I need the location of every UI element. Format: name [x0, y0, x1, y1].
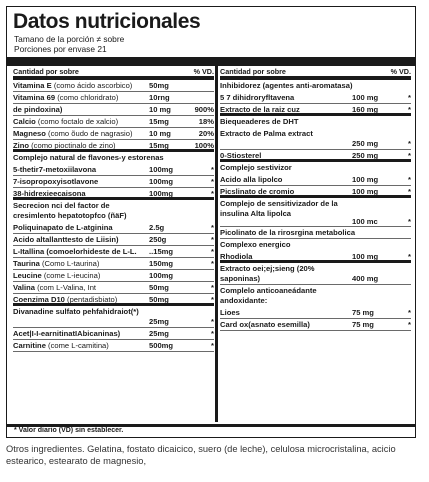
nutrient-row: [13, 282, 214, 294]
serving-size: Tamano de la porción ≠ sobre: [14, 34, 125, 44]
nutrient-amount: 100 mg: [352, 252, 379, 261]
nutrient-row: [13, 294, 214, 306]
nutrient-amount: 400 mg: [352, 274, 379, 283]
nutrient-row: [220, 116, 411, 128]
nutrient-row: [220, 128, 411, 150]
nutrient-row: [13, 104, 214, 116]
nutrient-amount: 50mg: [149, 283, 169, 292]
nutrient-name: Extracto de la raiz cuz: [220, 105, 300, 114]
nutrient-name: L-Itallina (comoelorhideste de L-L.: [13, 247, 137, 256]
nutrient-amount: 50mg: [149, 295, 169, 304]
nutrient-source: (como ácido ascorbico): [53, 81, 133, 90]
nutrient-name: Extracto de Palma extract: [220, 129, 313, 138]
right-dv-header: % VD.: [390, 67, 411, 76]
nutrient-amount: ..15mg: [149, 247, 174, 256]
left-amount-header: Cantidad por sobre: [13, 67, 79, 76]
nutrient-row: [13, 140, 214, 152]
nutrient-amount: 15mg: [149, 117, 169, 126]
nutrient-daily-value: *: [211, 165, 214, 174]
nutrient-row: [13, 152, 214, 164]
servings-per-container: Porciones por envase 21: [14, 44, 107, 54]
nutrient-row: [13, 222, 214, 234]
nutrient-name: Extracto oei;ej;sieng (20% saponinas): [220, 264, 315, 283]
nutrient-name: de pindoxina): [13, 105, 63, 114]
nutrient-amount: 10rng: [149, 93, 170, 102]
nutrient-amount: 75 mg: [352, 308, 374, 317]
nutrient-source: (come L-camitina): [48, 341, 109, 350]
nutrient-row: [13, 116, 214, 128]
nutrient-row: [13, 270, 214, 282]
nutrient-name: 7-isopropoxyisotlavone: [13, 177, 99, 186]
nutrient-name: Poliquinapato de L-atginina: [13, 223, 113, 232]
nutrient-name: Vitamina 69 (como chloridrato): [13, 93, 119, 102]
nutrient-row: [13, 164, 214, 176]
nutrient-daily-value: *: [408, 187, 411, 196]
nutrient-amount: 25mg: [149, 329, 169, 338]
nutrient-row: [13, 92, 214, 104]
nutrient-name: Complejo sestivizor: [220, 163, 292, 172]
nutrient-row: [13, 340, 214, 352]
nutrient-daily-value: 18%: [198, 117, 214, 126]
left-nutrient-list: [13, 80, 214, 352]
right-amount-header: Cantidad por sobre: [220, 67, 286, 76]
nutrient-amount: 100mg: [149, 271, 174, 280]
nutrient-row: [220, 80, 411, 92]
nutrient-name: Rhodiola: [220, 252, 253, 261]
nutrient-amount: 250g: [149, 235, 167, 244]
left-column: [13, 66, 214, 352]
daily-value-footnote: * Valor diario (VD) sin establecer.: [14, 427, 124, 434]
right-nutrient-list: [220, 80, 411, 331]
nutrition-facts-panel: [6, 6, 416, 438]
nutrient-row: [220, 227, 411, 239]
nutrient-name: Divanadine sulfato pehfahidraiot(*): [13, 307, 139, 316]
nutrient-row: [220, 198, 411, 227]
nutrient-amount: 250 mg: [352, 139, 379, 148]
nutrient-daily-value: *: [211, 341, 214, 350]
nutrient-daily-value: *: [211, 295, 214, 304]
nutrient-source: (com L-Valina, Int: [37, 283, 97, 292]
nutrient-amount: 100 mg: [352, 187, 379, 196]
nutrient-daily-value: *: [408, 252, 411, 261]
nutrient-daily-value: 100%: [194, 141, 214, 150]
nutrient-amount: 100 mc: [352, 217, 378, 226]
nutrient-row: [220, 239, 411, 251]
nutrient-row: [13, 328, 214, 340]
nutrient-daily-value: *: [408, 93, 411, 102]
nutrient-source: (Como L-taurina): [42, 259, 100, 268]
header-divider-bar: [7, 57, 415, 66]
left-column-header: [13, 66, 214, 80]
nutrient-name: Acet|I-I-earnitinatIAbicaninas): [13, 329, 121, 338]
nutrient-amount: 100mg: [149, 177, 174, 186]
other-ingredients: Otros ingredientes. Gelatina, fostato dicaicico, suero (de leche), celulosa microcristalina, acicio estearico, estearato de magnesio,: [6, 444, 396, 466]
nutrient-name: Acido alla lipolco: [220, 175, 283, 184]
left-dv-header: % VD.: [193, 67, 214, 76]
nutrient-row: [13, 200, 214, 222]
nutrient-row: [13, 246, 214, 258]
nutrient-amount: 100mg: [149, 189, 174, 198]
nutrient-row: [220, 307, 411, 319]
nutrient-amount: 75 mg: [352, 320, 374, 329]
nutrient-name: Complejo natural de flavones-y estorenas: [13, 153, 164, 162]
nutrient-name: Complejo de sensitivizador de la insulina Alta lipolca: [220, 199, 338, 218]
nutrient-source: (como foctalo de xalcio): [37, 117, 119, 126]
nutrient-daily-value: *: [408, 139, 411, 148]
nutrient-name: Vitamina E (como ácido ascorbico): [13, 81, 133, 90]
nutrient-source: (como pioctinalo de zino): [31, 141, 116, 150]
nutrient-source: (pentadisbiato): [67, 295, 118, 304]
nutrient-row: [220, 251, 411, 263]
nutrient-row: [13, 306, 214, 328]
nutrient-name: 5 7 dihidroryfltavena: [220, 93, 295, 102]
nutrient-row: [220, 285, 411, 307]
nutrient-amount: 10 mg: [149, 105, 171, 114]
nutrient-daily-value: *: [211, 283, 214, 292]
nutrient-name: Magneso (como õudo de nagrasio): [13, 129, 133, 138]
nutrient-amount: 100 mg: [352, 93, 379, 102]
nutrient-amount: 500mg: [149, 341, 174, 350]
nutrient-name: 5-thetir7-metoxiilavona: [13, 165, 97, 174]
nutrient-amount: 50mg: [149, 81, 169, 90]
nutrient-row: [220, 150, 411, 162]
nutrient-daily-value: *: [211, 317, 214, 326]
nutrient-row: [13, 234, 214, 246]
nutrient-daily-value: *: [408, 320, 411, 329]
nutrient-amount: 2.5g: [149, 223, 165, 232]
nutrient-row: [220, 186, 411, 198]
nutrient-row: [13, 258, 214, 270]
nutrient-amount: 10 mg: [149, 129, 171, 138]
nutrient-amount: 25mg: [149, 317, 169, 326]
nutrient-row: [13, 188, 214, 200]
nutrient-row: [220, 263, 411, 285]
nutrient-row: [13, 80, 214, 92]
nutrient-daily-value: 20%: [198, 129, 214, 138]
nutrient-daily-value: *: [211, 259, 214, 268]
nutrient-name: Biequeaderes de DHT: [220, 117, 299, 126]
nutrient-daily-value: *: [211, 235, 214, 244]
nutrient-amount: 250 mg: [352, 151, 379, 160]
nutrient-row: [220, 162, 411, 174]
nutrient-row: [220, 104, 411, 116]
nutrient-name: Inhibidorez (agentes anti-aromatasa): [220, 81, 353, 90]
nutrient-source: (como chloridrato): [57, 93, 119, 102]
nutrient-name: 0-Stiosterel: [220, 151, 262, 160]
nutrient-name: Lioes: [220, 308, 240, 317]
nutrient-daily-value: *: [408, 151, 411, 160]
nutrient-daily-value: *: [211, 223, 214, 232]
nutrient-name: Zino (como pioctinalo de zino): [13, 141, 116, 150]
nutrient-daily-value: *: [408, 308, 411, 317]
nutrient-name: Coenzima D10 (pentadisbiato): [13, 295, 118, 304]
nutrient-row: [13, 176, 214, 188]
column-divider: [215, 66, 218, 422]
nutrient-amount: 160 mg: [352, 105, 379, 114]
nutrient-amount: 15mg: [149, 141, 169, 150]
nutrient-daily-value: *: [408, 105, 411, 114]
nutrient-name: 38-hidrexieecaisona: [13, 189, 86, 198]
panel-title: Datos nutricionales: [13, 10, 201, 33]
nutrient-daily-value: *: [211, 329, 214, 338]
nutrient-name: Valina (com L-Valina, Int: [13, 283, 97, 292]
nutrient-daily-value: *: [211, 177, 214, 186]
right-column-header: [220, 66, 411, 80]
nutrient-name: Calcio (como foctalo de xalcio): [13, 117, 119, 126]
nutrient-source: (come L-ieucina): [43, 271, 101, 280]
nutrient-name: Complelo anticoaneádante andoxidante:: [220, 286, 317, 305]
nutrient-daily-value: *: [408, 175, 411, 184]
nutrient-name: Card ox(asnato esemilla): [220, 320, 310, 329]
nutrient-name: Leucine (come L-ieucina): [13, 271, 101, 280]
nutrient-name: Taurina (Como L-taurina): [13, 259, 100, 268]
nutrient-name: Complexo energico: [220, 240, 291, 249]
nutrient-row: [220, 92, 411, 104]
nutrient-daily-value: *: [211, 189, 214, 198]
nutrient-name: Picslinato de cromio: [220, 187, 295, 196]
nutrient-row: [220, 174, 411, 186]
nutrient-amount: 150mg: [149, 259, 174, 268]
nutrient-name: Secrecion nci del factor de cresimlento hepatotopfco (ñäF): [13, 201, 127, 220]
nutrient-row: [13, 128, 214, 140]
nutrient-daily-value: 900%: [194, 105, 214, 114]
nutrient-name: Picolinato de la rirosrgina metabolica: [220, 228, 356, 237]
nutrient-amount: 100 mg: [352, 175, 379, 184]
nutrient-name: Carnitine (come L-camitina): [13, 341, 109, 350]
nutrient-daily-value: *: [211, 247, 214, 256]
nutrient-amount: 100mg: [149, 165, 174, 174]
nutrient-row: [220, 319, 411, 331]
right-column: [220, 66, 411, 331]
nutrient-daily-value: *: [408, 217, 411, 226]
nutrient-name: Acido altallanttesto de Liisin): [13, 235, 119, 244]
nutrient-source: (como õudo de nagrasio): [48, 129, 133, 138]
